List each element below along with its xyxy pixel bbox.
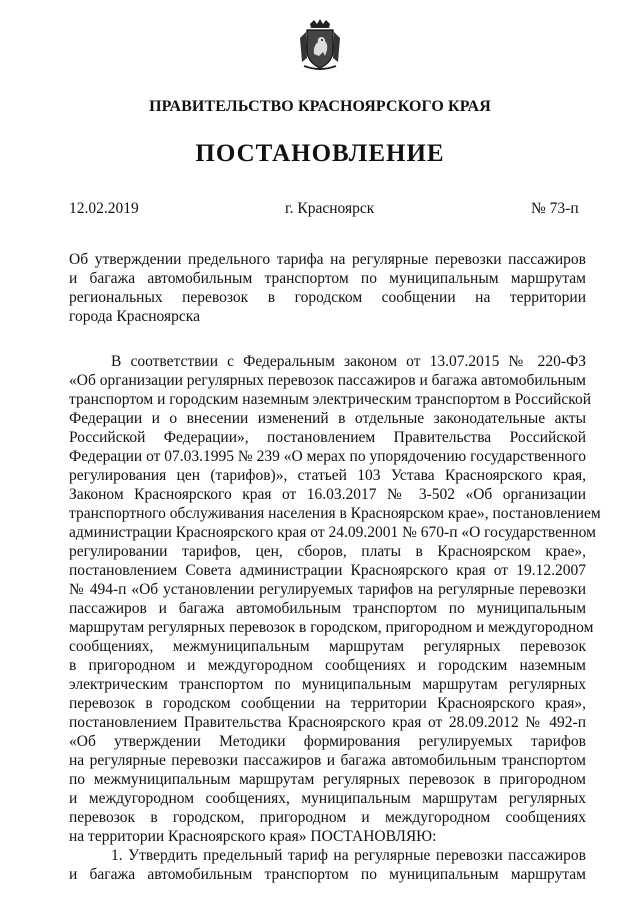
body-line: и багажа автомобильным транспортом по муниципальным маршрутам	[69, 866, 586, 883]
body-line: постановлением Правительства Красноярского края от 28.09.2012 № 492-п	[69, 714, 586, 731]
body-line: постановлением Совета администрации Красноярского края от 19.12.2007	[69, 562, 586, 579]
subject-line: Об утверждении предельного тарифа на регулярные перевозки пассажиров	[69, 251, 586, 268]
body-line: в пригородном и междугородном сообщениях и городским наземным	[69, 657, 586, 674]
subject-line: региональных перевозок в городском сообщении на территории	[69, 289, 586, 306]
document-subject	[69, 250, 586, 326]
body-line: 1. Утвердить предельный тариф на регулярные перевозки пассажиров	[111, 847, 586, 864]
body-line: В соответствии с Федеральным законом от 13.07.2015 № 220-ФЗ	[111, 353, 586, 370]
body-line: регулировании тарифов, цен, сборов, платы в Красноярском крае»,	[69, 543, 586, 560]
body-line: маршрутам регулярных перевозок в городском, пригородном и междугородном	[69, 619, 594, 636]
document-type-title: ПОСТАНОВЛЕНИЕ	[195, 140, 445, 167]
government-title: ПРАВИТЕЛЬСТВО КРАСНОЯРСКОГО КРАЯ	[149, 98, 491, 115]
body-line: «Об утверждении Методики формирования регулируемых тарифов	[69, 733, 586, 750]
body-line: Российской Федерации», постановлением Правительства Российской	[69, 429, 586, 446]
body-line: пассажиров и багажа автомобильным транспортом по муниципальным	[69, 600, 586, 617]
document-city: г. Красноярск	[285, 200, 375, 217]
body-line: сообщениях, межмуниципальным маршрутам регулярных перевозок	[69, 638, 586, 655]
body-line: Законом Красноярского края от 16.03.2017 № 3-502 «Об организации	[69, 486, 586, 503]
document-number: № 73-п	[531, 200, 579, 217]
body-line: по межмуниципальным маршрутам регулярных перевозок в пригородном	[69, 771, 586, 788]
body-line: регулирования цен (тарифов)», статьей 103 Устава Красноярского края,	[69, 467, 586, 484]
body-line: перевозок в городском, пригородном и междугородном сообщениях	[69, 809, 586, 826]
subject-line: города Красноярска	[69, 308, 200, 325]
body-line: администрации Красноярского края от 24.09.2001 № 670-п «О государственном	[69, 524, 596, 541]
body-line: Федерации от 07.03.1995 № 239 «О мерах по упорядочению государственного	[69, 448, 586, 465]
body-line: электрическим транспортом по муниципальным маршрутам регулярных	[69, 676, 586, 693]
body-line: и междугородном сообщениях, муниципальным маршрутам регулярных	[69, 790, 586, 807]
body-line: на регулярные перевозки пассажиров и багажа автомобильным транспортом	[69, 752, 586, 769]
document-body	[69, 352, 601, 884]
body-line: транспортом и городским наземным электрическим транспортом в Российской	[69, 391, 592, 408]
body-line: перевозок в городском сообщении на территории Красноярского края»,	[69, 695, 586, 712]
subject-line: и багажа автомобильным транспортом по муниципальным маршрутам	[69, 270, 586, 287]
body-line: «Об организации регулярных перевозок пассажиров и багажа автомобильным	[69, 372, 586, 389]
body-line: № 494-п «Об установлении регулируемых тарифов на регулярные перевозки	[69, 581, 586, 598]
coat-of-arms-icon	[298, 18, 342, 72]
body-line: транспортного обслуживания населения в Красноярском крае», постановлением	[69, 505, 601, 522]
body-line: Федерации и о внесении изменений в отдельные законодательные акты	[69, 410, 586, 427]
document-date: 12.02.2019	[69, 200, 139, 217]
body-line: на территории Красноярского края» ПОСТАНОВЛЯЮ:	[69, 828, 437, 845]
